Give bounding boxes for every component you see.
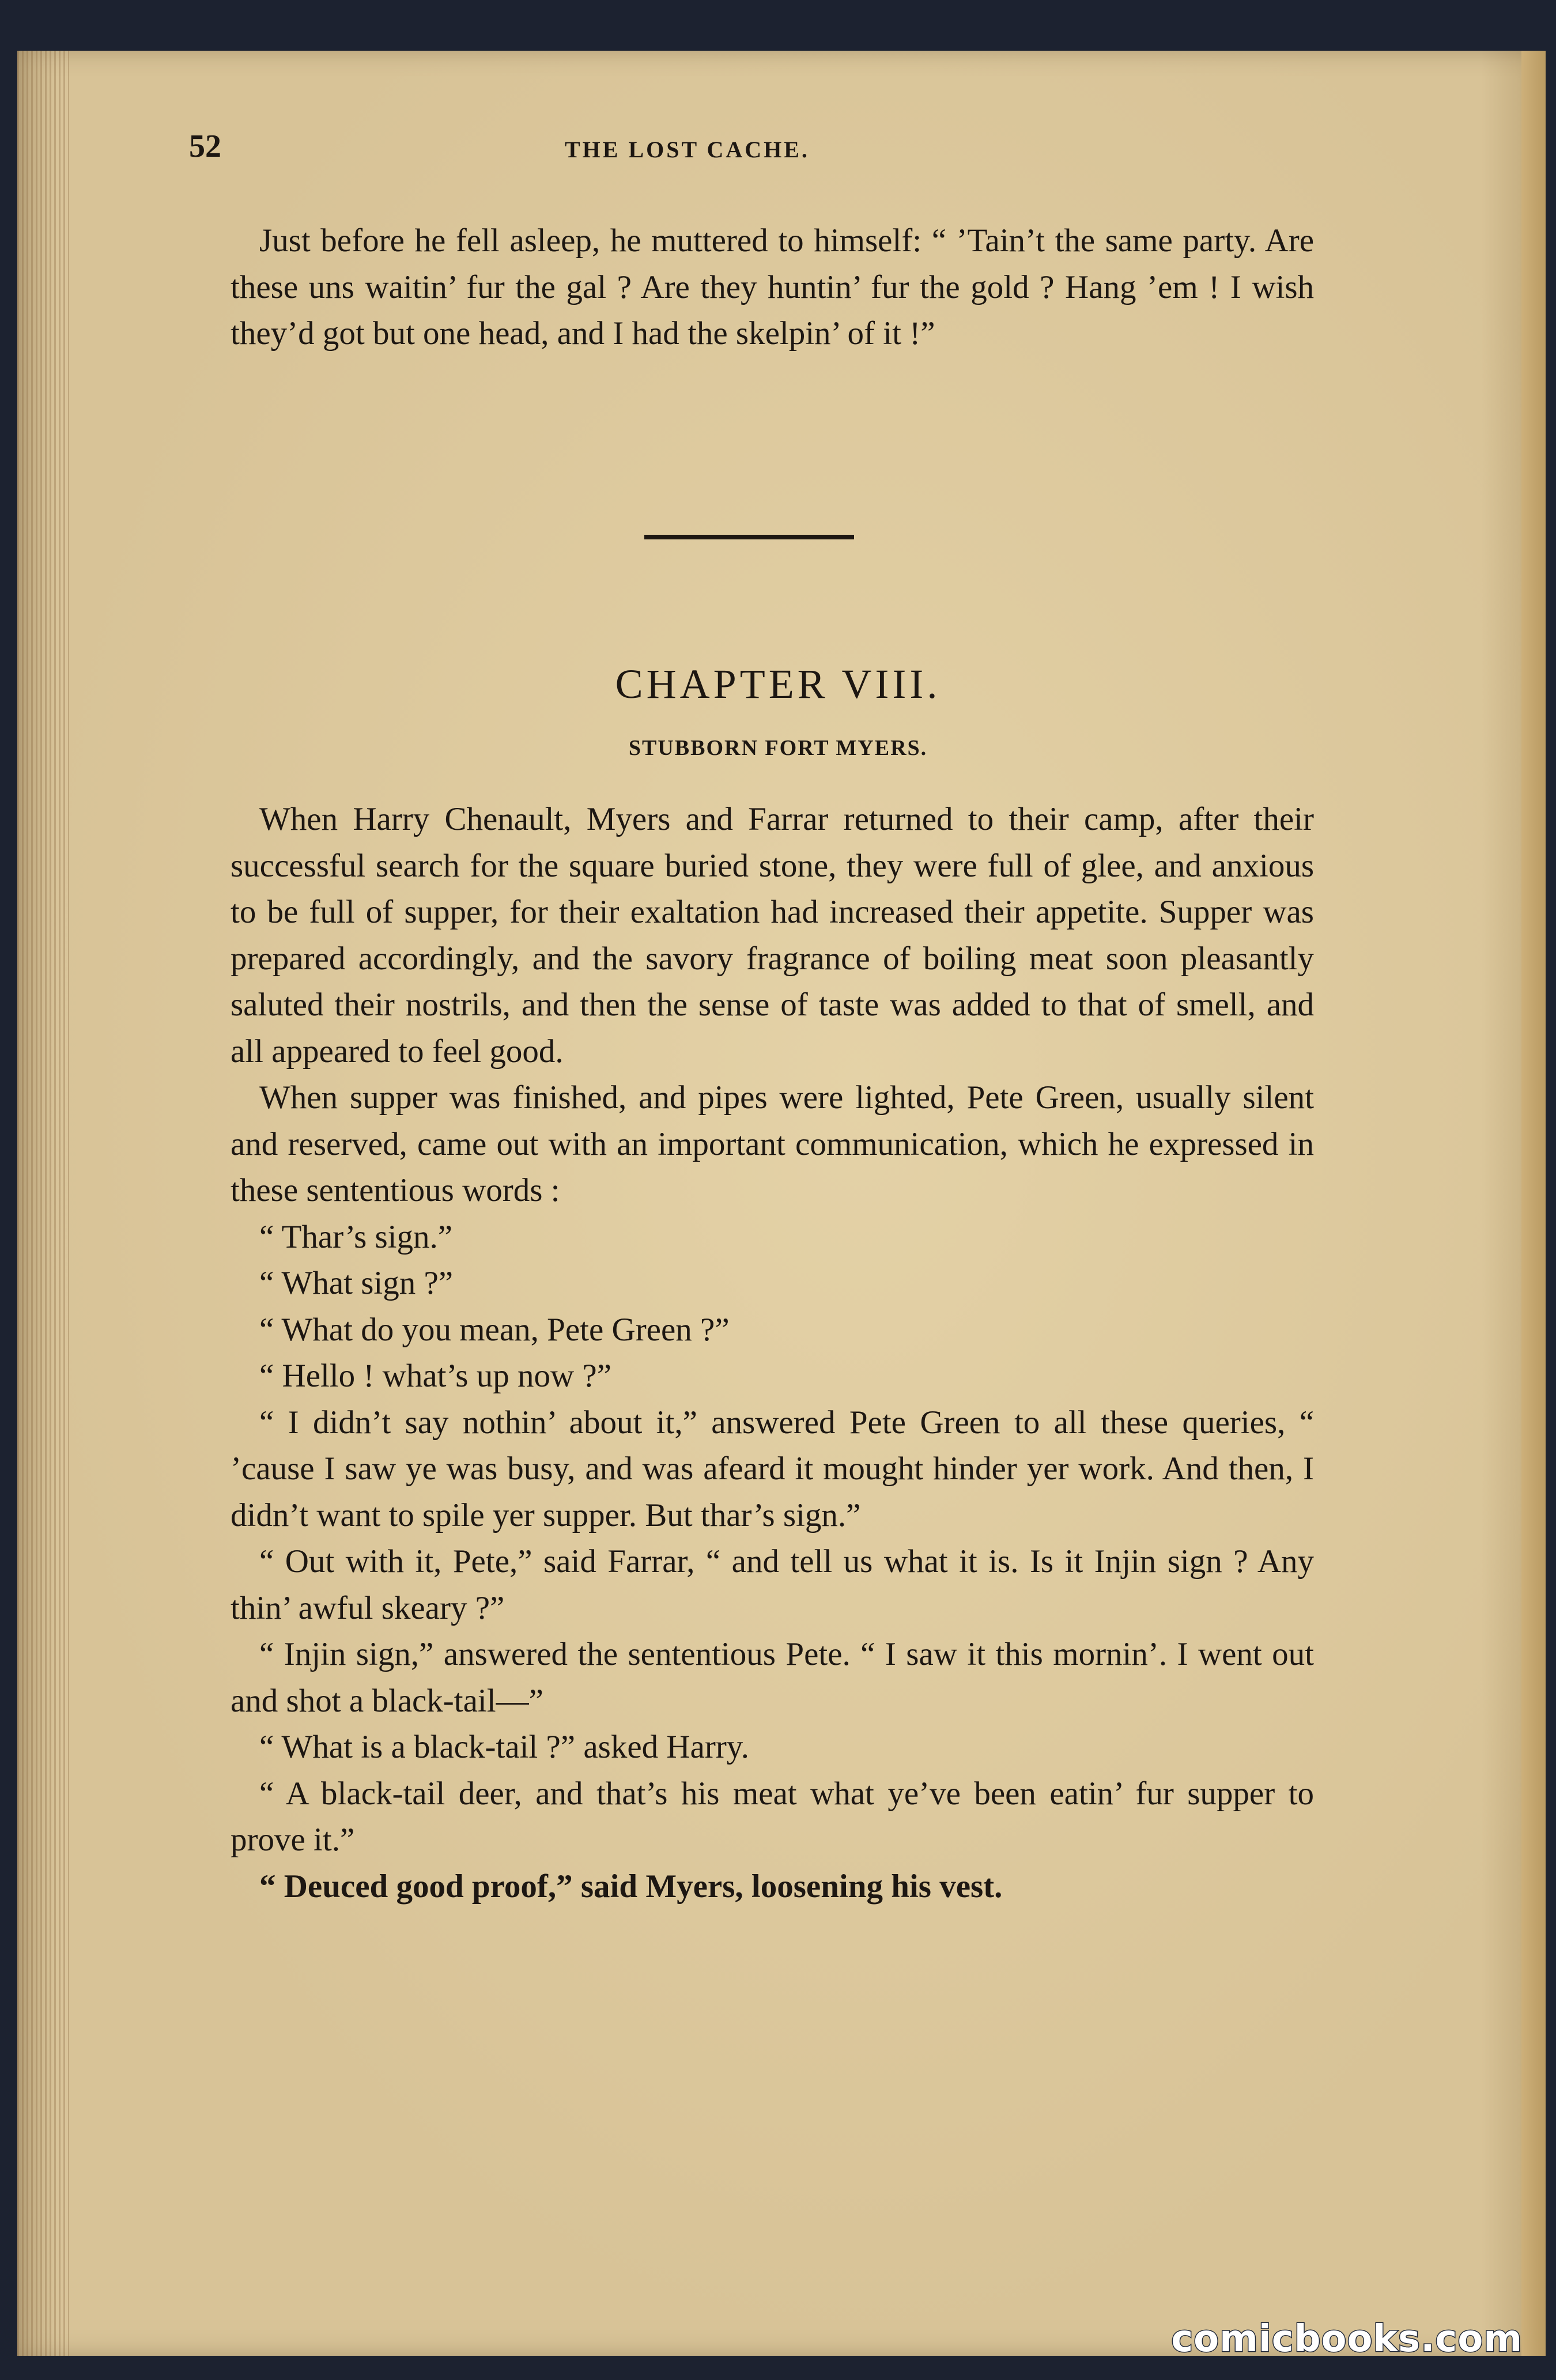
paragraph-black-tail-deer: “ A black-tail deer, and that’s his meat what ye’ve been eatin’ fur supper to prove it.” [231,1775,1314,1858]
dialogue-line: “ Hello ! what’s up now ?” [259,1358,611,1394]
paragraph-farrar: “ Out with it, Pete,” said Farrar, “ and tell us what it is. Is it Injin sign ? Any thin’ awful skeary ?” [231,1543,1314,1626]
opening-paragraph: Just before he fell asleep, he muttered to himself: “ ’Tain’t the same party. Are these uns waitin’ fur the gal ? Are they huntin’ fur the gold ? Hang ’em ! I wish they’d got but one head, and I had the skelpin’ of it !” [231,222,1314,352]
paragraph-black-tail-question: “ What is a black-tail ?” asked Harry. [259,1729,749,1765]
paragraph-deuced-good-proof: “ Deuced good proof,” said Myers, loosening his vest. [259,1868,1003,1905]
page-edges-right [1521,51,1546,2356]
running-title: THE LOST CACHE. [565,137,810,163]
dialogue-line: “ Thar’s sign.” [259,1218,453,1255]
dialogue-line: “ What do you mean, Pete Green ?” [259,1311,730,1348]
paragraph-2: When supper was finished, and pipes were lighted, Pete Green, usually silent and reserved, came out with an important communication, which he expressed in these sententious words : [231,1079,1314,1208]
opening-paragraph-block [231,218,1314,357]
page-number: 52 [189,129,221,164]
dialogue-line: “ What sign ?” [259,1265,454,1301]
paragraph-injin-sign: “ Injin sign,” answered the sententious Pete. “ I saw it this mornin’. I went out and shot a black-tail—” [231,1636,1314,1719]
chapter-body [231,796,1314,1910]
site-watermark: comicbooks.com [1171,2318,1523,2360]
section-divider [644,535,854,539]
page-edges-left [17,51,69,2356]
chapter-subtitle: STUBBORN FORT MYERS. [628,736,928,760]
chapter-title: CHAPTER VIII. [615,661,941,707]
paragraph-pete-green: “ I didn’t say nothin’ about it,” answered Pete Green to all these queries, “ ’cause I saw ye was busy, and was afeard it mought hinder yer work. And then, I didn’t want to spile yer supper. But thar’s sign.” [231,1404,1314,1533]
paragraph-1: When Harry Chenault, Myers and Farrar returned to their camp, after their successful search for the square buried stone, they were full of glee, and anxious to be full of supper, for their exaltation had increased their appetite. Supper was prepared accordingly, and the savory fragrance of boiling meat soon pleasantly saluted their nostrils, and then the sense of taste was added to that of smell, and all appeared to feel good. [231,801,1314,1070]
